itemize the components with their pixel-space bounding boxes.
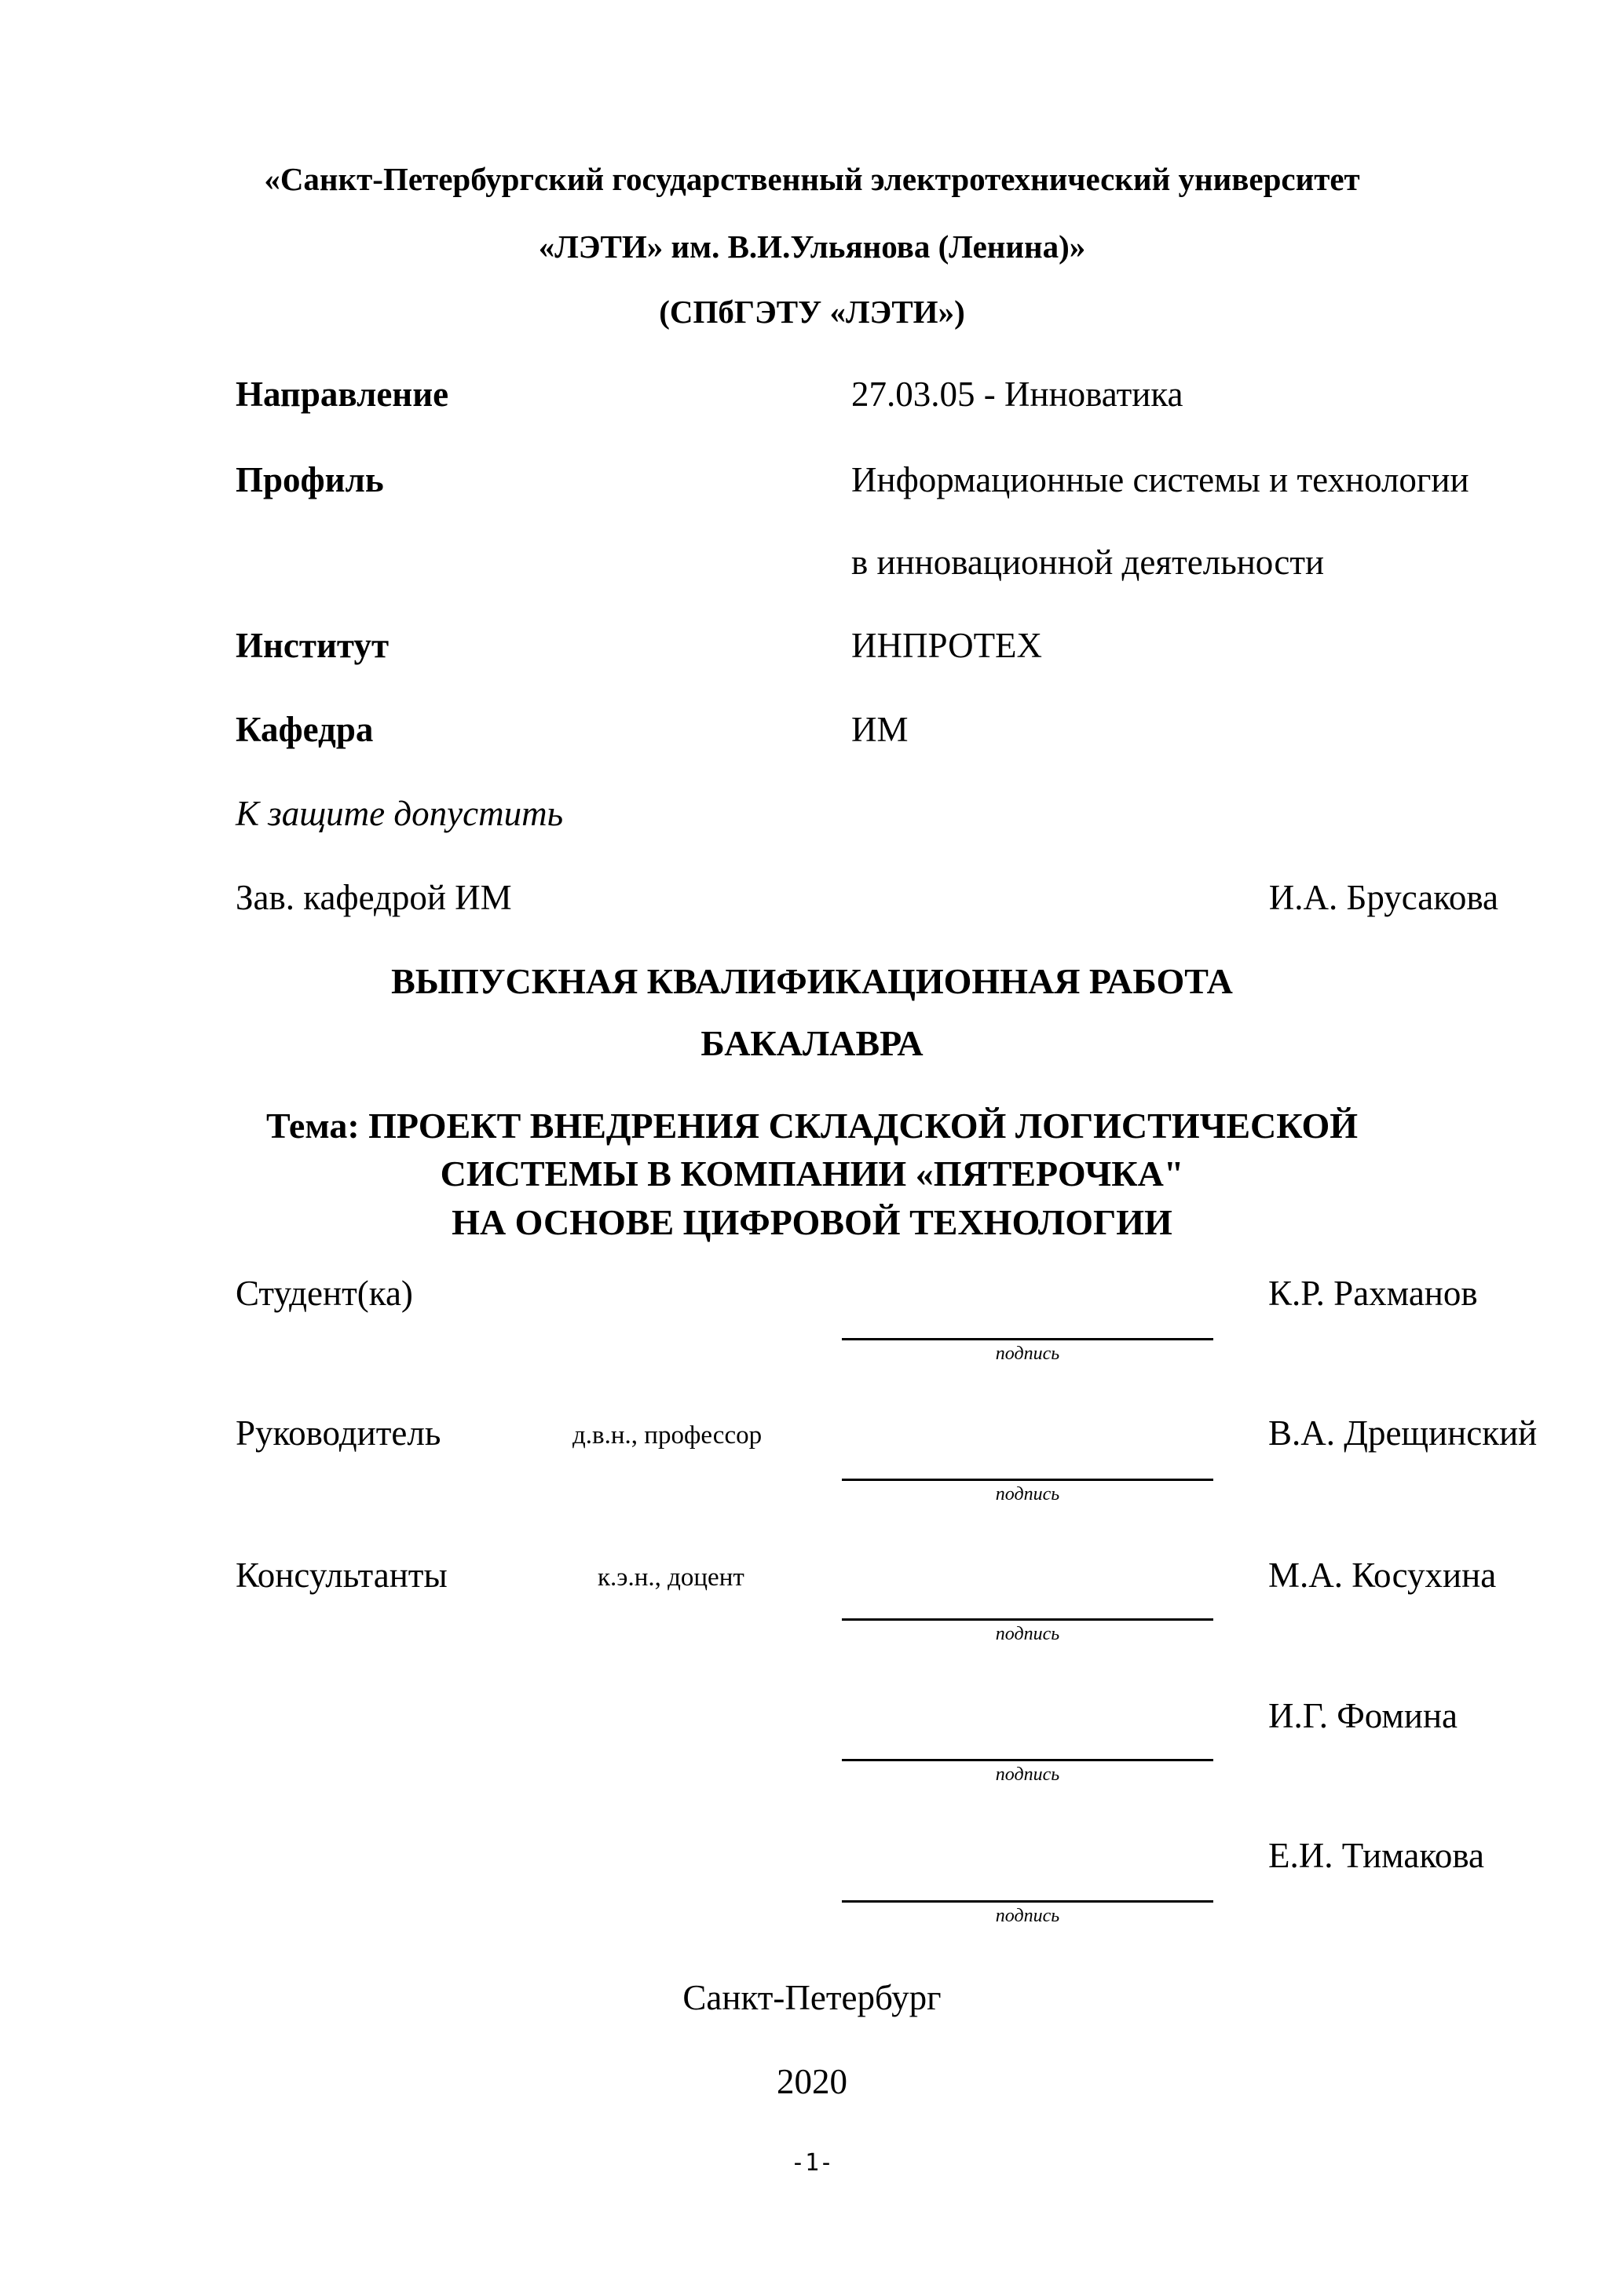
student-role: Студент(ка) (236, 1274, 413, 1313)
institute-value: ИНПРОТЕХ (851, 626, 1043, 665)
consultant-name-1: М.А. Косухина (1268, 1556, 1497, 1595)
year: 2020 (777, 2062, 847, 2101)
direction-value: 27.03.05 - Инноватика (851, 375, 1183, 414)
supervisor-role: Руководитель (236, 1413, 441, 1453)
student-name: К.Р. Рахманов (1268, 1274, 1478, 1313)
profile-label: Профиль (236, 460, 384, 499)
consultant-degree: к.э.н., доцент (598, 1563, 744, 1592)
department-label: Кафедра (236, 710, 374, 749)
university-name-line2: «ЛЭТИ» им. В.И.Ульянова (Ленина)» (538, 229, 1086, 265)
head-of-department-name: И.А. Брусакова (1268, 878, 1498, 917)
approval-note: К защите допустить (236, 794, 564, 833)
supervisor-signature-line (842, 1479, 1213, 1481)
university-name-line1: «Санкт-Петербургский государственный электротехнический университет (264, 161, 1360, 197)
direction-label: Направление (236, 375, 449, 414)
student-signature-line (842, 1338, 1213, 1340)
university-abbr: (СПбГЭТУ «ЛЭТИ») (659, 294, 965, 330)
page-number: -1- (790, 2149, 834, 2177)
consultant-name-2: И.Г. Фомина (1268, 1696, 1458, 1735)
signature-caption: подпись (995, 1624, 1060, 1644)
city: Санкт-Петербург (682, 1978, 942, 2017)
signature-caption: подпись (995, 1906, 1060, 1926)
supervisor-name: В.А. Дрещинский (1268, 1413, 1538, 1453)
consultant-2-signature-line (842, 1759, 1213, 1761)
signature-caption: подпись (995, 1344, 1060, 1364)
consultant-3-signature-line (842, 1900, 1213, 1903)
head-of-department-role: Зав. кафедрой ИМ (236, 878, 512, 917)
signature-caption: подпись (995, 1764, 1060, 1785)
institute-label: Институт (236, 626, 390, 665)
topic-line1: Тема: ПРОЕКТ ВНЕДРЕНИЯ СКЛАДСКОЙ ЛОГИСТИЧЕСКОЙ (265, 1106, 1359, 1146)
work-type-line2: БАКАЛАВРА (700, 1023, 924, 1063)
consultants-role: Консультанты (236, 1556, 448, 1595)
profile-value-cont: в инновационной деятельности (851, 543, 1325, 582)
consultant-name-3: Е.И. Тимакова (1268, 1836, 1485, 1875)
topic-line3: НА ОСНОВЕ ЦИФРОВОЙ ТЕХНОЛОГИИ (452, 1202, 1172, 1242)
topic-line2: СИСТЕМЫ В КОМПАНИИ «ПЯТЕРОЧКА" (440, 1153, 1184, 1194)
work-type-line1: ВЫПУСКНАЯ КВАЛИФИКАЦИОННАЯ РАБОТА (391, 961, 1233, 1001)
signature-caption: подпись (995, 1484, 1060, 1504)
supervisor-degree: д.в.н., профессор (572, 1421, 763, 1450)
department-value: ИМ (851, 710, 909, 749)
profile-value: Информационные системы и технологии (851, 460, 1469, 499)
consultant-1-signature-line (842, 1618, 1213, 1621)
